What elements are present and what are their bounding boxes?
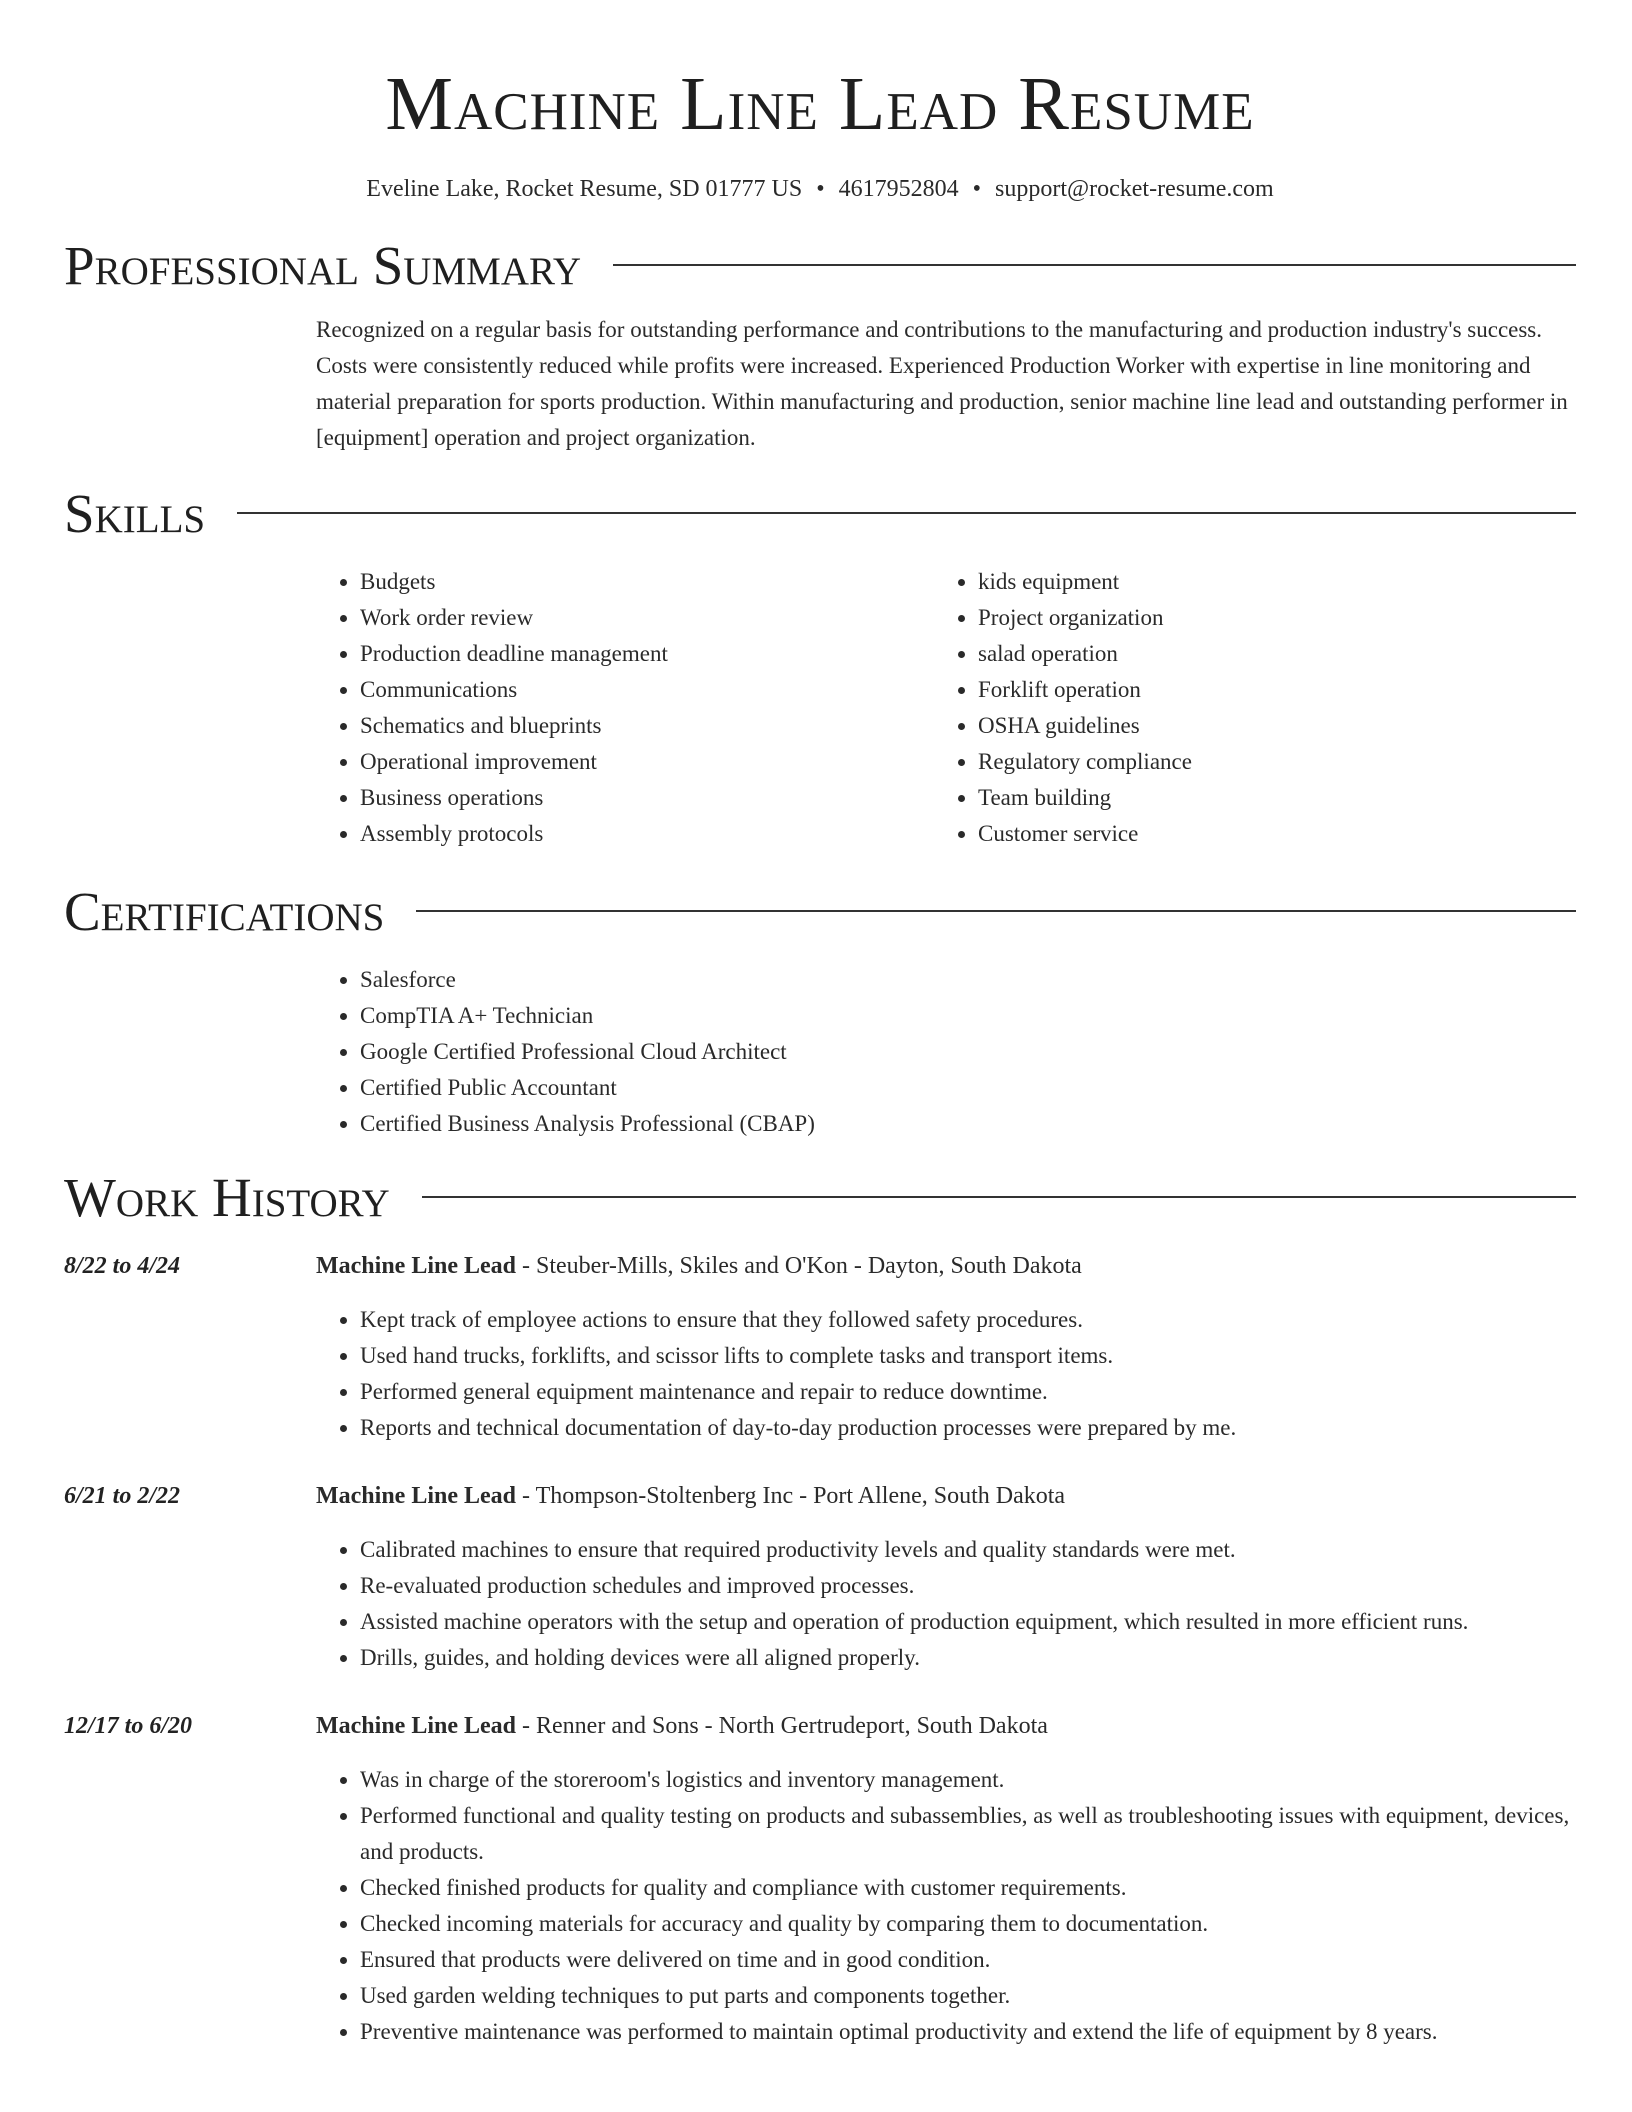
skill-item: • Project organization xyxy=(978,600,1552,636)
skills-heading: Skills xyxy=(64,483,206,544)
job-bullet: • Calibrated machines to ensure that required productivity levels and quality standards were met. xyxy=(360,1532,1576,1568)
skill-item: • Schematics and blueprints xyxy=(360,708,934,744)
skill-item: • Assembly protocols xyxy=(360,816,934,852)
job-heading xyxy=(316,1708,1048,1744)
contact-email: support@rocket-resume.com xyxy=(995,176,1274,202)
certification-item: • Certified Business Analysis Professional (CBAP) xyxy=(360,1106,1576,1142)
contact-address: Eveline Lake, Rocket Resume, SD 01777 US xyxy=(366,176,803,202)
summary-text: Recognized on a regular basis for outstanding performance and contributions to the manufacturing and production industry's success. Costs were consistently reduced while profits were increased. Experienced Production Worker with expertise in line monitoring and material preparation for sports production. Within manufacturing and production, senior machine line lead and outstanding performer in [equipment] operation and project organization. xyxy=(316,317,1568,450)
job-header-row xyxy=(64,1248,1576,1284)
skills-section xyxy=(64,482,1576,852)
resume-title: Machine Line Lead Resume xyxy=(385,62,1255,146)
job-bullet: • Performed functional and quality testing on products and subassemblies, as well as troubleshooting issues with equipment, devices, and products. xyxy=(360,1798,1576,1870)
skill-item: • Budgets xyxy=(360,564,934,600)
job-bullet: • Assisted machine operators with the setup and operation of production equipment, which resulted in more efficient runs. xyxy=(360,1604,1576,1640)
contact-phone: 4617952804 xyxy=(838,176,959,202)
job-dates: 12/17 to 6/20 xyxy=(64,1713,193,1739)
job-bullet: • Reports and technical documentation of day-to-day production processes were prepared by me. xyxy=(360,1410,1576,1446)
work-history-section xyxy=(64,1166,1576,2050)
skills-columns xyxy=(316,564,1576,852)
skill-item: • Operational improvement xyxy=(360,744,934,780)
job-bullet: • Checked finished products for quality and compliance with customer requirements. xyxy=(360,1870,1576,1906)
summary-body xyxy=(316,312,1576,456)
job-dates: 6/21 to 2/22 xyxy=(64,1483,181,1509)
job-bullet: • Preventive maintenance was performed to maintain optimal productivity and extend the life of equipment by 8 years. xyxy=(360,2014,1576,2050)
work-history-header xyxy=(64,1166,1576,1230)
certification-item: • Salesforce xyxy=(360,962,1576,998)
skill-item: • kids equipment xyxy=(978,564,1552,600)
skill-item: • OSHA guidelines xyxy=(978,708,1552,744)
job-header-row xyxy=(64,1708,1576,1744)
skill-item: • Work order review xyxy=(360,600,934,636)
job-bullets xyxy=(316,1762,1576,2050)
contact-line xyxy=(64,174,1576,204)
job-details: - Thompson-Stoltenberg Inc - Port Allene, South Dakota xyxy=(516,1483,1066,1509)
job-bullets xyxy=(316,1302,1576,1446)
job-bullet: • Used garden welding techniques to put parts and components together. xyxy=(360,1978,1576,2014)
job-bullet: • Performed general equipment maintenance and repair to reduce downtime. xyxy=(360,1374,1576,1410)
section-divider xyxy=(613,264,1576,266)
skill-item: • Customer service xyxy=(978,816,1552,852)
skill-item: • salad operation xyxy=(978,636,1552,672)
job-details: - Renner and Sons - North Gertrudeport, South Dakota xyxy=(516,1713,1048,1739)
job-bullet: • Ensured that products were delivered on time and in good condition. xyxy=(360,1942,1576,1978)
job-bullet-list xyxy=(316,1762,1576,2050)
section-divider xyxy=(237,512,1576,514)
job-bullet-list xyxy=(316,1532,1576,1676)
work-history-heading: Work History xyxy=(64,1167,390,1228)
job-details: - Steuber-Mills, Skiles and O'Kon - Dayton, South Dakota xyxy=(516,1253,1082,1279)
section-divider xyxy=(416,910,1576,912)
contact-separator: • xyxy=(816,176,825,202)
skill-item: • Forklift operation xyxy=(978,672,1552,708)
skill-item: • Production deadline management xyxy=(360,636,934,672)
contact-separator: • xyxy=(972,176,982,202)
job-entry xyxy=(64,1248,1576,1446)
certifications-section xyxy=(64,880,1576,1142)
skill-item: • Team building xyxy=(978,780,1552,816)
certifications-list xyxy=(316,962,1576,1142)
certifications-body xyxy=(316,962,1576,1142)
job-bullet: • Checked incoming materials for accuracy and quality by comparing them to documentation. xyxy=(360,1906,1576,1942)
job-heading xyxy=(316,1478,1065,1514)
certifications-heading: Certifications xyxy=(64,881,385,942)
job-entry xyxy=(64,1478,1576,1676)
skills-column-left xyxy=(316,564,934,852)
certification-item: • Certified Public Accountant xyxy=(360,1070,1576,1106)
skills-header xyxy=(64,482,1576,546)
skill-item: • Communications xyxy=(360,672,934,708)
job-entry xyxy=(64,1708,1576,2050)
job-bullet: • Drills, guides, and holding devices were all aligned properly. xyxy=(360,1640,1576,1676)
summary-section xyxy=(64,234,1576,456)
skills-column-right xyxy=(934,564,1552,852)
certification-item: • Google Certified Professional Cloud Architect xyxy=(360,1034,1576,1070)
job-title: Machine Line Lead xyxy=(316,1253,517,1279)
job-bullet-list xyxy=(316,1302,1576,1446)
certification-item: • CompTIA A+ Technician xyxy=(360,998,1576,1034)
skills-list-right xyxy=(934,564,1552,852)
job-bullet: • Was in charge of the storeroom's logistics and inventory management. xyxy=(360,1762,1576,1798)
job-bullets xyxy=(316,1532,1576,1676)
job-title: Machine Line Lead xyxy=(316,1713,517,1739)
section-divider xyxy=(422,1196,1576,1198)
skill-item: • Business operations xyxy=(360,780,934,816)
resume-page xyxy=(64,0,1576,2050)
job-bullet: • Used hand trucks, forklifts, and scissor lifts to complete tasks and transport items. xyxy=(360,1338,1576,1374)
job-title: Machine Line Lead xyxy=(316,1483,517,1509)
skill-item: • Regulatory compliance xyxy=(978,744,1552,780)
job-heading xyxy=(316,1248,1082,1284)
certifications-header xyxy=(64,880,1576,944)
summary-header xyxy=(64,234,1576,298)
skills-list-left xyxy=(316,564,934,852)
job-bullet: • Kept track of employee actions to ensure that they followed safety procedures. xyxy=(360,1302,1576,1338)
job-dates: 8/22 to 4/24 xyxy=(64,1253,181,1279)
job-header-row xyxy=(64,1478,1576,1514)
summary-heading: Professional Summary xyxy=(64,235,582,296)
job-bullet: • Re-evaluated production schedules and improved processes. xyxy=(360,1568,1576,1604)
